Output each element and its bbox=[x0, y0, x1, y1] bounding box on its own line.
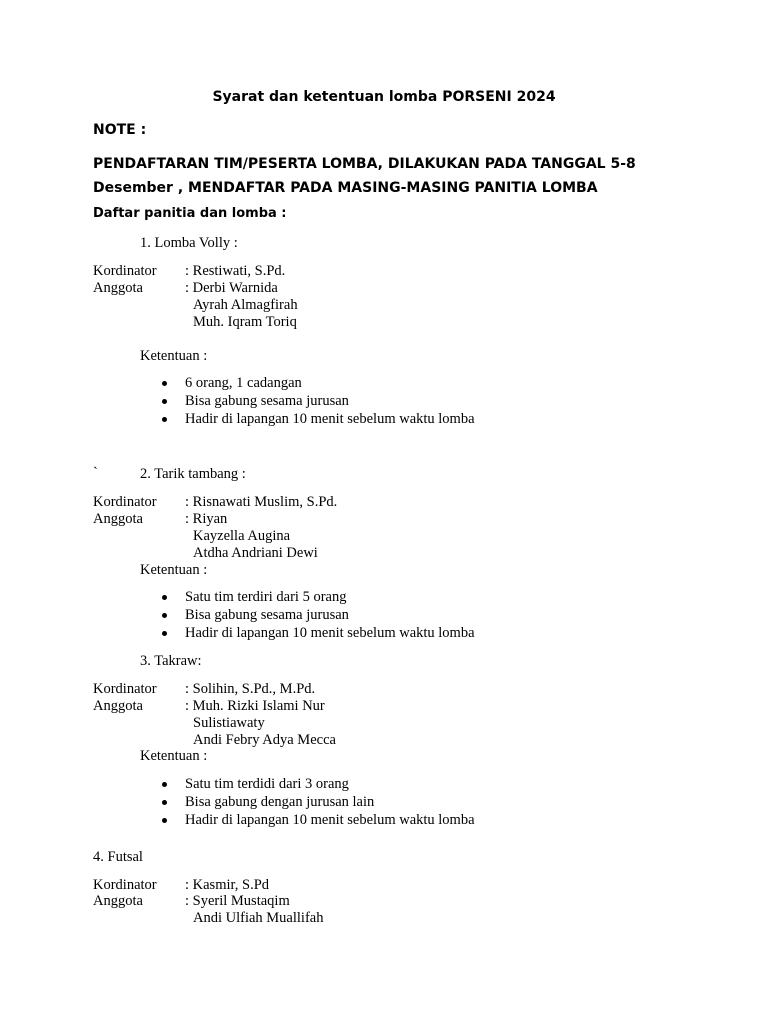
member-name: Sulistiawaty bbox=[193, 715, 265, 731]
rules-label: Ketentuan : bbox=[140, 562, 208, 578]
coordinator-name: : Risnawati Muslim, S.Pd. bbox=[185, 494, 338, 510]
rule-item: Bisa gabung dengan jurusan lain bbox=[185, 794, 375, 810]
member-name: : Derbi Warnida bbox=[185, 280, 278, 296]
committee-list-heading: Daftar panitia dan lomba : bbox=[93, 206, 287, 221]
members-label: Anggota bbox=[93, 280, 143, 296]
coordinator-label: Kordinator bbox=[93, 494, 157, 510]
member-name: : Muh. Rizki Islami Nur bbox=[185, 698, 325, 714]
rule-item: Bisa gabung sesama jurusan bbox=[185, 607, 349, 623]
rules-label: Ketentuan : bbox=[140, 348, 208, 364]
bullet-dot-icon bbox=[162, 800, 167, 805]
bullet-dot-icon bbox=[162, 595, 167, 600]
section-title-futsal: 4. Futsal bbox=[93, 849, 143, 865]
registration-line-1: PENDAFTARAN TIM/PESERTA LOMBA, DILAKUKAN PADA TANGGAL 5-8 bbox=[93, 156, 636, 172]
rule-item: Hadir di lapangan 10 menit sebelum waktu lomba bbox=[185, 625, 475, 641]
member-name: Atdha Andriani Dewi bbox=[193, 545, 318, 561]
coordinator-name: : Solihin, S.Pd., M.Pd. bbox=[185, 681, 316, 697]
member-name: Ayrah Almagfirah bbox=[193, 297, 298, 313]
rule-item: Hadir di lapangan 10 menit sebelum waktu lomba bbox=[185, 812, 475, 828]
bullet-dot-icon bbox=[162, 417, 167, 422]
member-name: Muh. Iqram Toriq bbox=[193, 314, 297, 330]
section-title-takraw: 3. Takraw: bbox=[140, 653, 202, 669]
member-name: Kayzella Augina bbox=[193, 528, 291, 544]
members-label: Anggota bbox=[93, 893, 143, 909]
coordinator-label: Kordinator bbox=[93, 263, 157, 279]
rules-label: Ketentuan : bbox=[140, 748, 208, 764]
section-title-volly: 1. Lomba Volly : bbox=[140, 235, 238, 251]
bullet-dot-icon bbox=[162, 613, 167, 618]
bullet-dot-icon bbox=[162, 818, 167, 823]
bullet-dot-icon bbox=[162, 782, 167, 787]
member-name: Andi Febry Adya Mecca bbox=[193, 732, 336, 748]
member-name: : Riyan bbox=[185, 511, 228, 527]
note-label: NOTE : bbox=[93, 122, 147, 138]
member-name: Andi Ulfiah Muallifah bbox=[193, 910, 324, 926]
rule-item: Satu tim terdiri dari 5 orang bbox=[185, 589, 347, 605]
bullet-dot-icon bbox=[162, 399, 167, 404]
coordinator-name: : Restiwati, S.Pd. bbox=[185, 263, 286, 279]
stray-backtick: ` bbox=[93, 465, 98, 481]
rule-item: Bisa gabung sesama jurusan bbox=[185, 393, 349, 409]
section-title-tarik-tambang: 2. Tarik tambang : bbox=[140, 466, 246, 482]
bullet-dot-icon bbox=[162, 631, 167, 636]
registration-notice bbox=[93, 152, 693, 200]
rule-item: 6 orang, 1 cadangan bbox=[185, 375, 302, 391]
coordinator-label: Kordinator bbox=[93, 877, 157, 893]
registration-line-2: Desember , MENDAFTAR PADA MASING-MASING PANITIA LOMBA bbox=[93, 180, 598, 196]
coordinator-label: Kordinator bbox=[93, 681, 157, 697]
member-name: : Syeril Mustaqim bbox=[185, 893, 290, 909]
rule-item: Hadir di lapangan 10 menit sebelum waktu lomba bbox=[185, 411, 475, 427]
members-label: Anggota bbox=[93, 511, 143, 527]
bullet-dot-icon bbox=[162, 381, 167, 386]
document-title: Syarat dan ketentuan lomba PORSENI 2024 bbox=[212, 89, 556, 105]
coordinator-name: : Kasmir, S.Pd bbox=[185, 877, 270, 893]
members-label: Anggota bbox=[93, 698, 143, 714]
rule-item: Satu tim terdidi dari 3 orang bbox=[185, 776, 349, 792]
